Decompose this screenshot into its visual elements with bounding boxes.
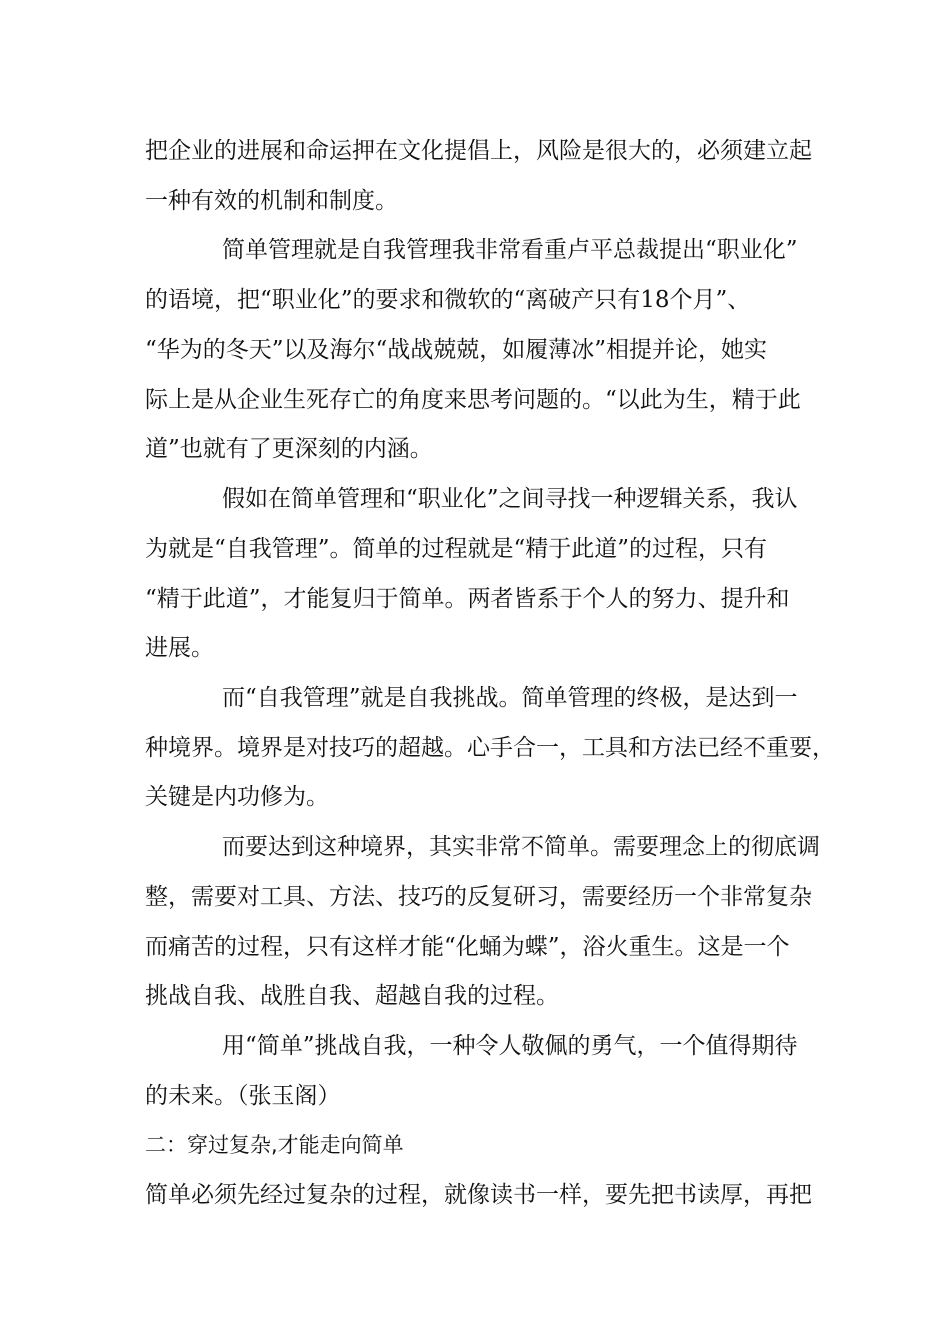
text-line-15: 而要达到这种境界，其实非常不简单。需要理念上的彻底调 [222, 834, 820, 860]
text-line-9: 为就是“自我管理”。简单的过程就是“精于此道”的过程，只有 [145, 536, 768, 562]
text-line-10: “精于此道”，才能复归于简单。两者皆系于个人的努力、提升和 [145, 586, 790, 612]
text-line-1: 把企业的进展和命运押在文化提倡上，风险是很大的，必须建立起 [145, 138, 812, 164]
text-line-7: 道”也就有了更深刻的内涵。 [145, 436, 433, 462]
text-line-16: 整，需要对工具、方法、技巧的反复研习，需要经历一个非常复杂 [145, 884, 812, 910]
text-line-8: 假如在简单管理和“职业化”之间寻找一种逻辑关系，我认 [222, 486, 798, 512]
text-line-3: 简单管理就是自我管理我非常看重卢平总裁提出“职业化” [222, 237, 798, 263]
text-line-14: 关键是内功修为。 [145, 784, 329, 810]
text-line-5: “华为的冬天”以及海尔“战战兢兢，如履薄冰”相提并论，她实 [145, 337, 768, 363]
text-line-19: 用“简单”挑战自我，一种令人敬佩的勇气，一个值得期待 [222, 1033, 798, 1059]
text-line-20: 的未来。（张玉阁） [145, 1083, 341, 1109]
text-line-13: 种境界。境界是对技巧的超越。心手合一，工具和方法已经不重要， [145, 735, 835, 761]
text-line-17: 而痛苦的过程，只有这样才能“化蛹为蝶”，浴火重生。这是一个 [145, 934, 790, 960]
text-line-2: 一种有效的机制和制度。 [145, 188, 398, 214]
text-line-6: 际上是从企业生死存亡的角度来思考问题的。“以此为生，精于此 [145, 387, 801, 413]
text-line-22: 简单必须先经过复杂的过程，就像读书一样，要先把书读厚，再把 [145, 1182, 812, 1208]
section-heading: 二：穿过复杂,才能走向简单 [145, 1133, 404, 1157]
text-line-12: 而“自我管理”就是自我挑战。简单管理的终极，是达到一 [222, 685, 798, 711]
text-line-11: 进展。 [145, 635, 214, 661]
text-line-4: 的语境，把“职业化”的要求和微软的“离破产只有18个月”、 [145, 287, 751, 313]
text-line-18: 挑战自我、战胜自我、超越自我的过程。 [145, 983, 559, 1009]
